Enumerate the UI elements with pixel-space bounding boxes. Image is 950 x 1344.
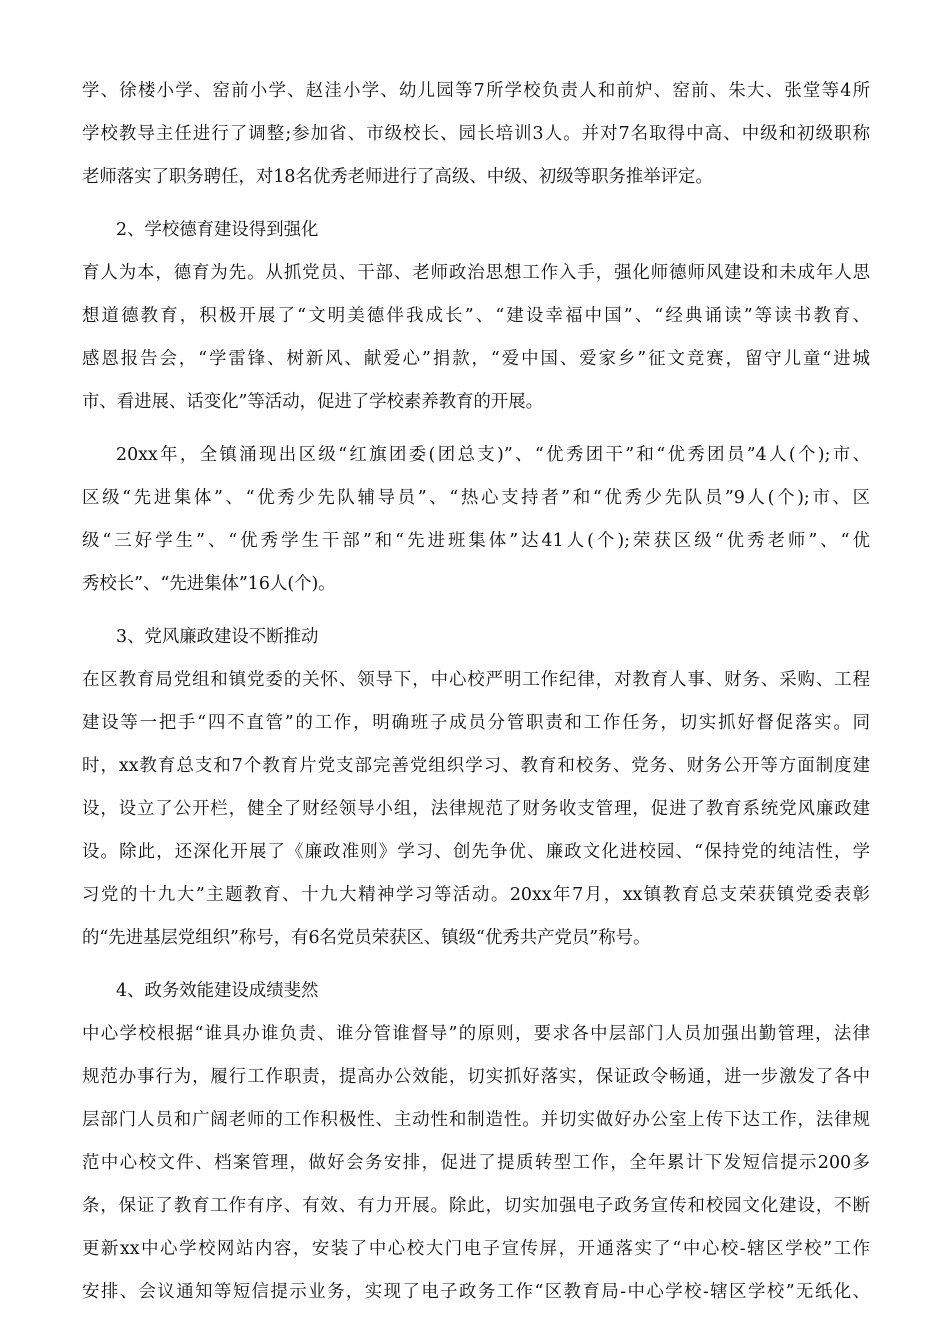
text-line: 感恩报告会，“学雷锋、树新风、献爱心”捐款，“爱中国、爱家乡”征文竞赛，留守儿童“进城 [82, 349, 870, 369]
text-line: 20xx年，全镇涌现出区级“红旗团委(团总支)”、“优秀团干”和“优秀团员”4人(个);市、 [116, 445, 870, 465]
text-line: 规范办事行为，履行工作职责，提高办公效能，切实抓好落实，保证政令畅通，进一步激发了各中 [82, 1067, 870, 1087]
section-heading: 2、学校德育建设得到强化 [116, 220, 319, 240]
text-line: 设，设立了公开栏，健全了财经领导小组，法律规范了财务收支管理，促进了教育系统党风廉政建 [82, 799, 870, 819]
text-line: 想道德教育，积极开展了“文明美德伴我成长”、“建设幸福中国”、“经典诵读”等读书教育、 [82, 306, 870, 326]
text-line: 在区教育局党组和镇党委的关怀、领导下，中心校严明工作纪律，对教育人事、财务、采购、工程 [82, 670, 870, 690]
text-line: 市、看进展、话变化”等活动，促进了学校素养教育的开展。 [82, 392, 544, 412]
text-line: 中心学校根据“谁具办谁负责、谁分管谁督导”的原则，要求各中层部门人员加强出勤管理，法律 [82, 1024, 870, 1044]
section-4 [82, 970, 870, 1314]
text-line: 育人为本，德育为先。从抓党员、干部、老师政治思想工作入手，强化师德师风建设和未成年人思 [82, 263, 870, 283]
text-line: 秀校长”、“先进集体”16人(个)。 [82, 574, 336, 594]
section-2 [82, 209, 870, 424]
section-heading: 4、政务效能建设成绩斐然 [116, 981, 319, 1001]
text-line: 条，保证了教育工作有序、有效、有力开展。除此，切实加强电子政务宣传和校园文化建设，不断 [82, 1196, 870, 1216]
text-line: 安排、会议通知等短信提示业务，实现了电子政务工作“区教育局-中心学校-辖区学校”无纸化、 [82, 1282, 870, 1302]
text-line: 范中心校文件、档案管理，做好会务安排，促进了提质转型工作，全年累计下发短信提示200多 [82, 1153, 870, 1173]
text-line: 的“先进基层党组织”称号，有6名党员荣获区、镇级“优秀共产党员”称号。 [82, 928, 651, 948]
section-3 [82, 616, 870, 960]
section-heading: 3、党风廉政建设不断推动 [116, 627, 319, 647]
text-line: 学、徐楼小学、窑前小学、赵洼小学、幼儿园等7所学校负责人和前炉、窑前、朱大、张堂等4所 [82, 81, 870, 101]
text-line: 老师落实了职务聘任，对18名优秀老师进行了高级、中级、初级等职务推举评定。 [82, 167, 713, 187]
document-page [82, 70, 870, 1314]
text-line: 更新xx中心学校网站内容，安装了中心校大门电子宣传屏，开通落实了“中心校-辖区学校”工作 [82, 1239, 870, 1259]
text-line: 建设等一把手“四不直管”的工作，明确班子成员分管职责和工作任务，切实抓好督促落实。同 [82, 713, 870, 733]
text-line: 学校教导主任进行了调整;参加省、市级校长、园长培训3人。并对7名取得中高、中级和初级职称 [82, 124, 870, 144]
text-line: 时，xx教育总支和7个教育片党支部完善党组织学习、教育和校务、党务、财务公开等方面制度建 [82, 756, 870, 776]
text-line: 习党的十九大”主题教育、十九大精神学习等活动。20xx年7月，xx镇教育总支荣获镇党委表彰 [82, 885, 870, 905]
text-line: 设。除此，还深化开展了《廉政准则》学习、创先争优、廉政文化进校园、“保持党的纯洁性，学 [82, 842, 870, 862]
paragraph-awards [82, 434, 870, 606]
text-line: 层部门人员和广阔老师的工作积极性、主动性和制造性。并切实做好办公室上传下达工作，法律规 [82, 1110, 870, 1130]
text-line: 区级“先进集体”、“优秀少先队辅导员”、“热心支持者”和“优秀少先队员”9人(个);市、区 [82, 488, 870, 508]
text-line: 级“三好学生”、“优秀学生干部”和“先进班集体”达41人(个);荣获区级“优秀老师”、“优 [82, 531, 870, 551]
paragraph-1 [82, 70, 870, 199]
